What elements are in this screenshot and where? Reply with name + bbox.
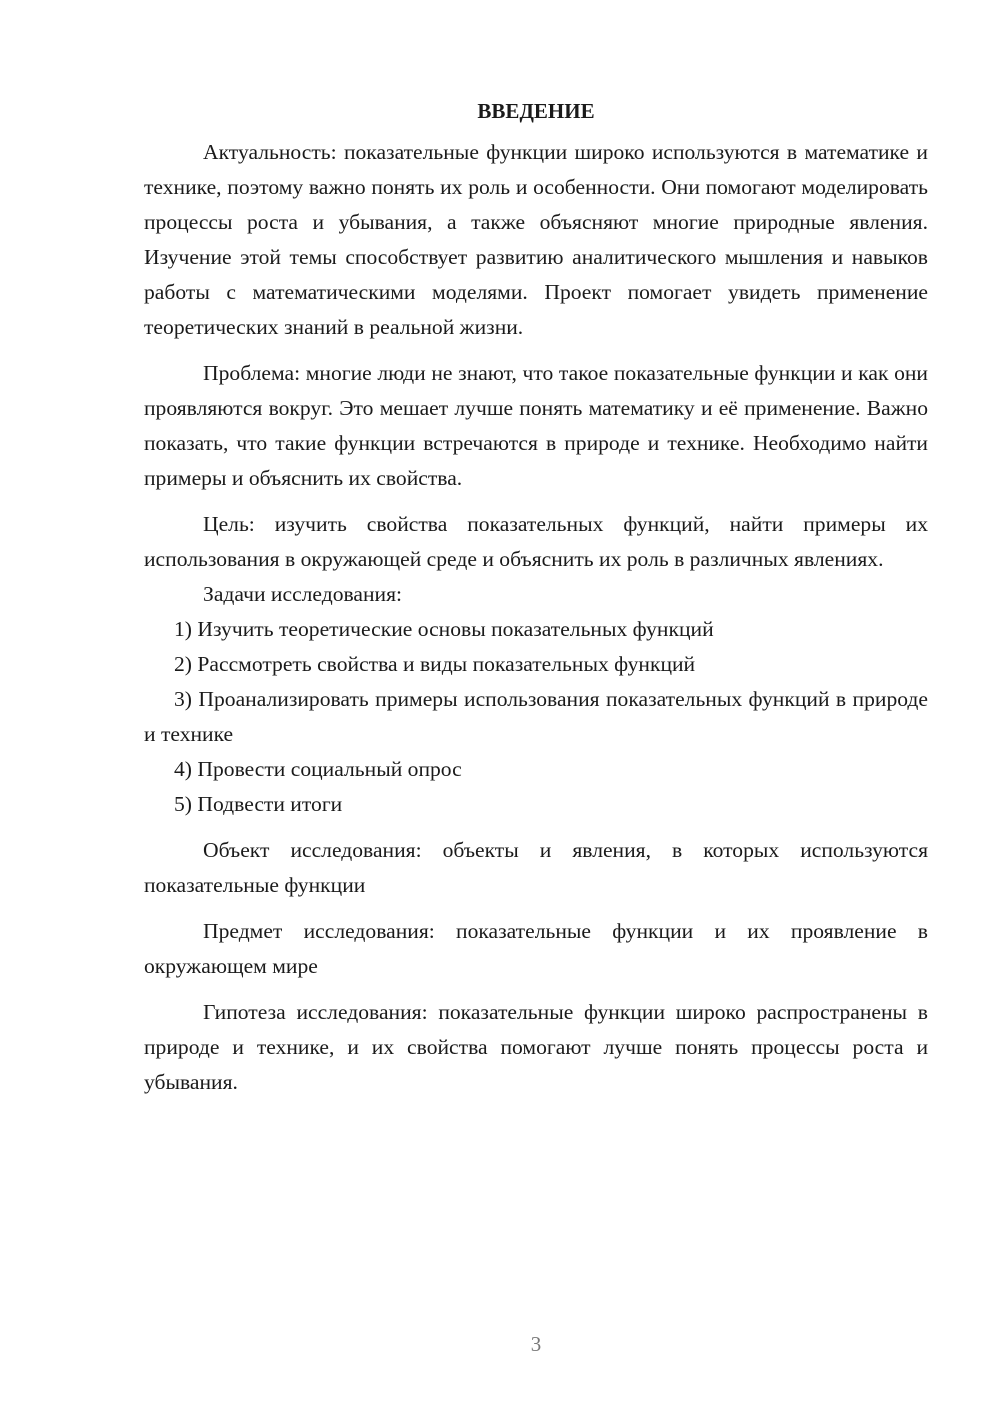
tasks-heading: Задачи исследования: bbox=[203, 582, 403, 606]
relevance-paragraph: Актуальность: показательные функции широко используются в математике и технике, поэтому важно понять их роль и особенности. Они помогают моделировать процессы роста и убывания, а также объясняют многие природные явления. Изучение этой темы способствует развитию аналитического мышления и навыков работы с математическими моделями. Проект помогает увидеть применение теоретических знаний в реальной жизни. bbox=[144, 140, 928, 339]
subject-paragraph: Предмет исследования: показательные функции и их проявление в окружающем мире bbox=[144, 919, 928, 978]
page-title: ВВЕДЕНИЕ bbox=[477, 99, 595, 123]
task-item-4: 4) Провести социальный опрос bbox=[174, 757, 462, 781]
object-paragraph: Объект исследования: объекты и явления, в которых используются показательные функции bbox=[144, 838, 928, 897]
task-item-1: 1) Изучить теоретические основы показательных функций bbox=[174, 617, 714, 641]
problem-paragraph: Проблема: многие люди не знают, что такое показательные функции и как они проявляются вокруг. Это мешает лучше понять математику и её применение. Важно показать, что такие функции встречаются в природе и технике. Необходимо найти примеры и объяснить их свойства. bbox=[144, 361, 928, 490]
task-item-5: 5) Подвести итоги bbox=[174, 792, 343, 816]
goal-paragraph: Цель: изучить свойства показательных функций, найти примеры их использования в окружающей среде и объяснить их роль в различных явлениях. bbox=[144, 512, 928, 571]
hypothesis-paragraph: Гипотеза исследования: показательные функции широко распространены в природе и технике, и их свойства помогают лучше понять процессы роста и убывания. bbox=[144, 1000, 928, 1094]
document-page bbox=[144, 95, 928, 1100]
task-item-2: 2) Рассмотреть свойства и виды показательных функций bbox=[174, 652, 696, 676]
page-number: 3 bbox=[530, 1332, 542, 1356]
task-item-3: 3) Проанализировать примеры использования показательных функций в природе и технике bbox=[144, 687, 928, 746]
